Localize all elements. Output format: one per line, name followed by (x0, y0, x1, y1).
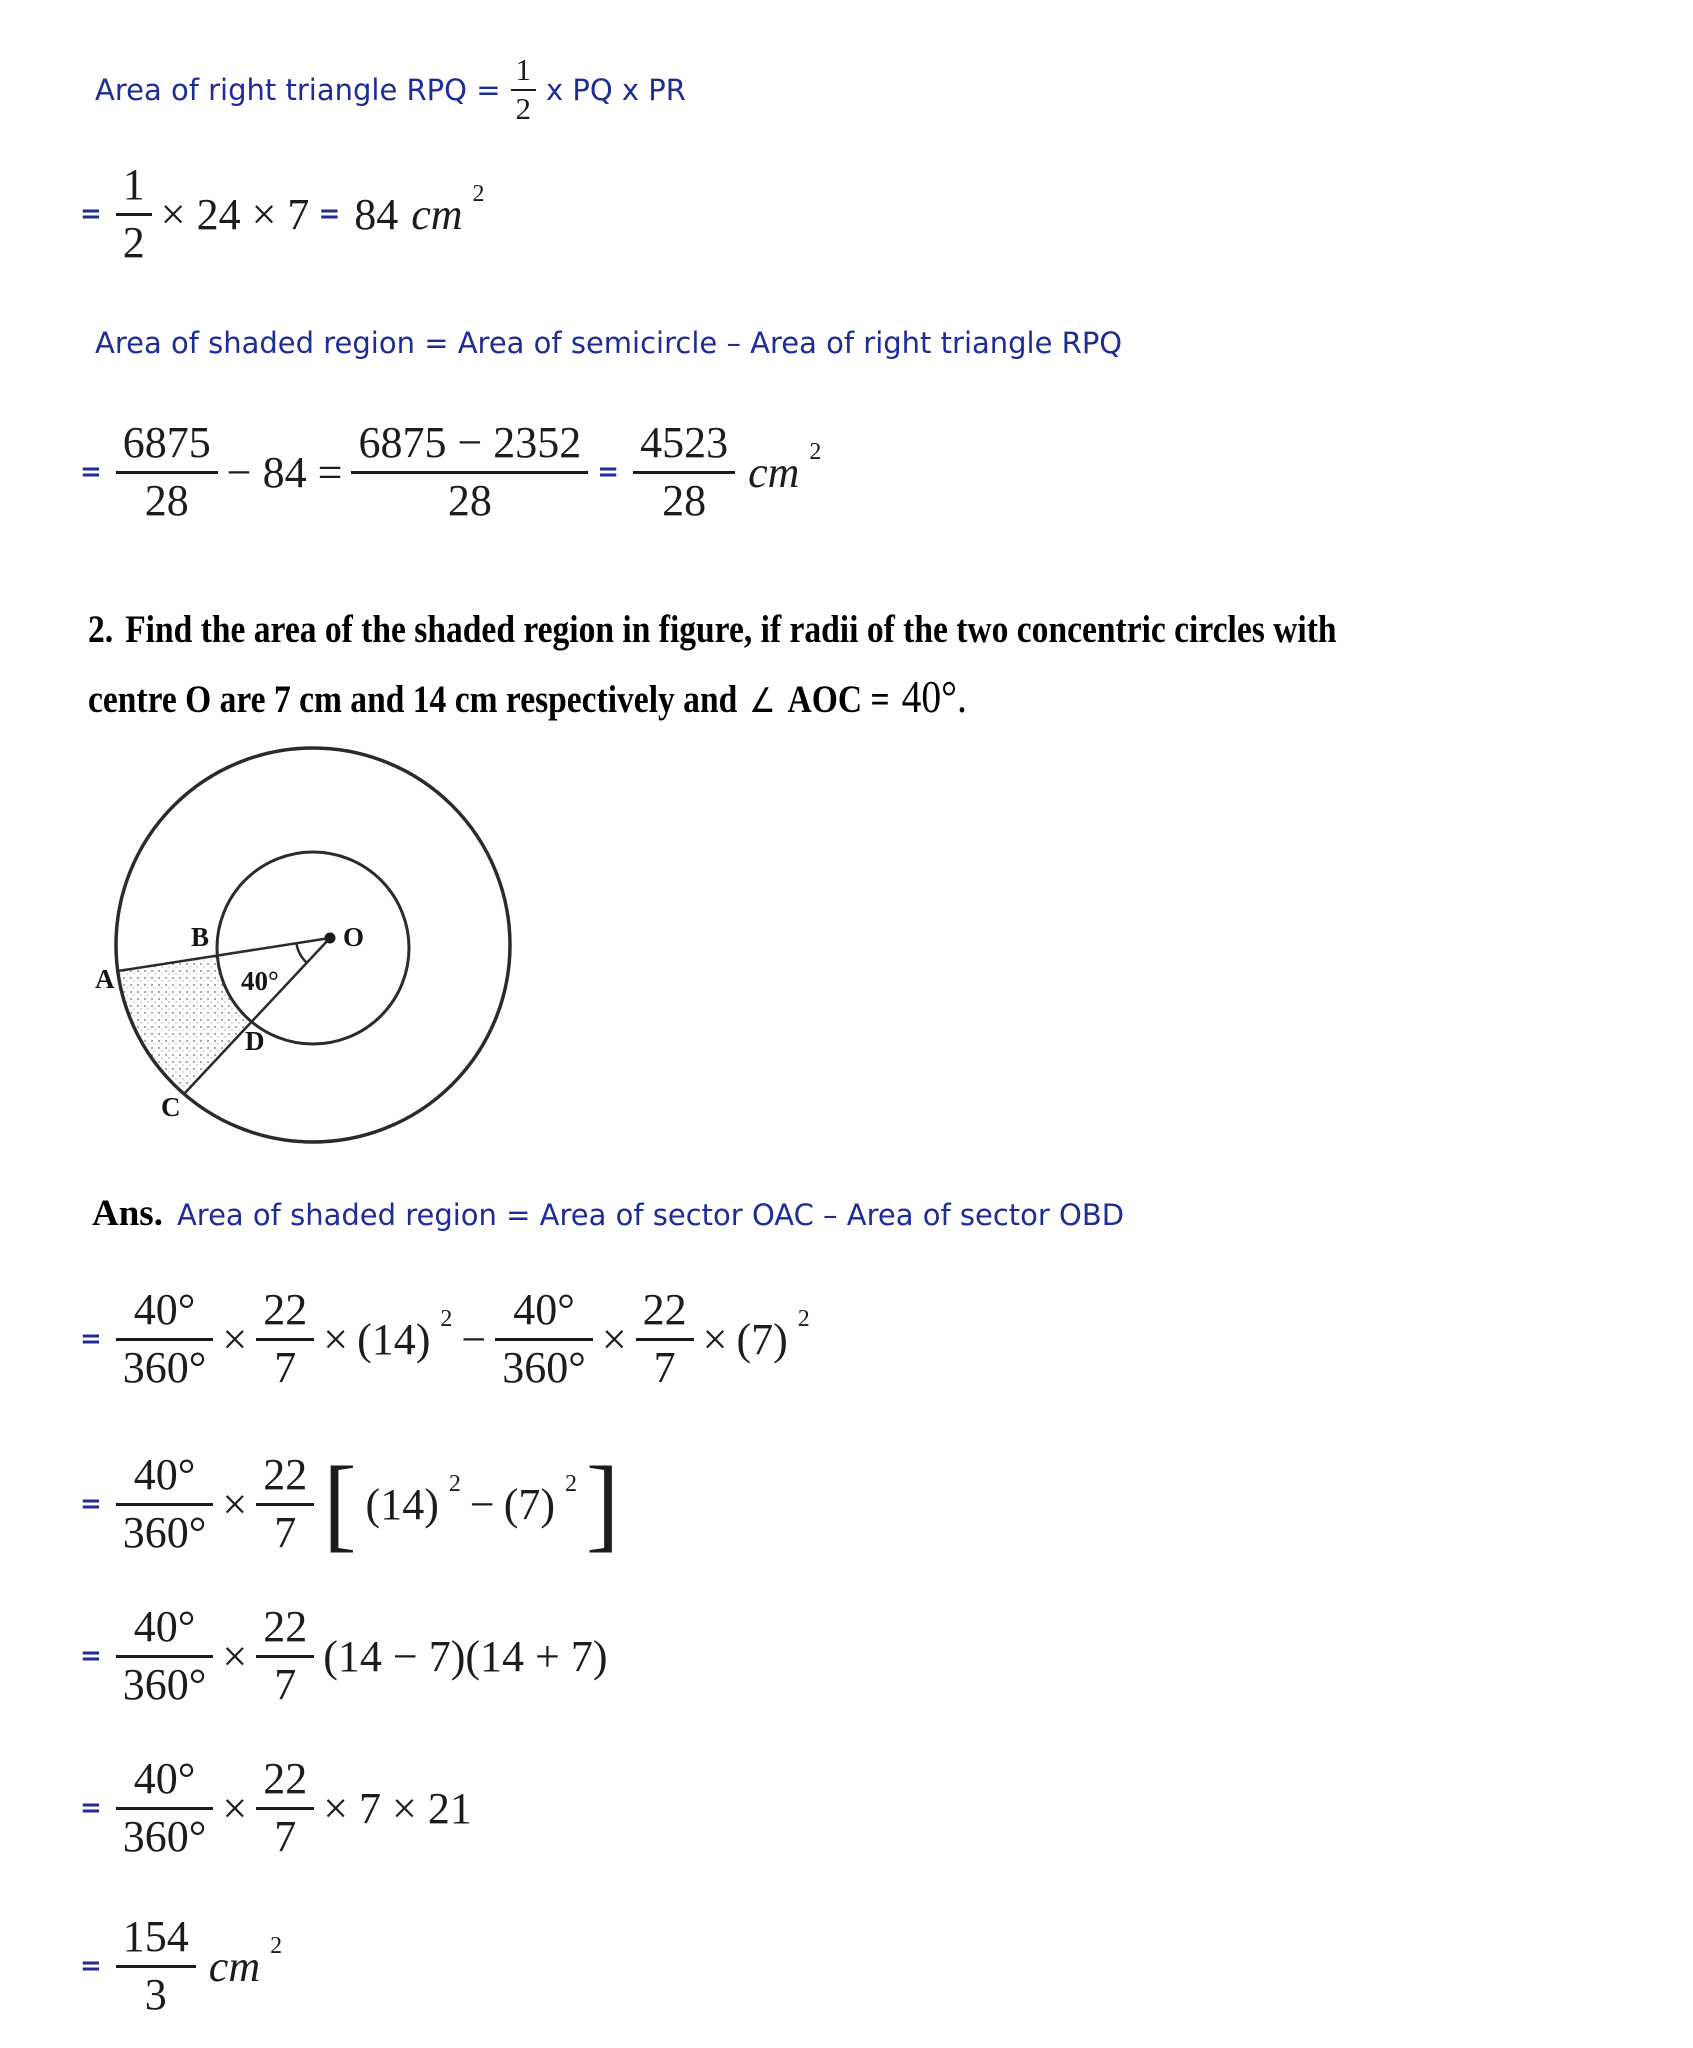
left-bracket: [ (323, 1445, 357, 1562)
fraction-40-360 (495, 1287, 593, 1391)
times-sign: × (222, 1783, 248, 1833)
fraction-denominator: 360° (122, 1659, 207, 1709)
exponent: 2 (797, 1305, 810, 1332)
fraction-numerator: 40° (116, 1452, 214, 1506)
angle-value: 40°. (901, 671, 967, 722)
radius-oa (118, 938, 330, 971)
figure-label-o: O (343, 922, 365, 952)
fraction-22-7 (256, 1604, 314, 1708)
equals-sign: = (80, 1489, 102, 1520)
fraction-denominator: 7 (274, 1342, 297, 1392)
solution-line-right-triangle (95, 54, 686, 125)
fraction-denominator: 28 (447, 475, 492, 525)
math-operand: − 84 = (226, 447, 343, 497)
equation-simplified-product (80, 1756, 472, 1860)
equation-sector-difference (80, 1287, 810, 1391)
unit-label: cm (411, 189, 463, 239)
fraction-numerator: 6875 − 2352 (351, 420, 588, 474)
figure-label-d: D (245, 1026, 265, 1056)
equation-difference-of-squares (80, 1604, 607, 1708)
parenthesized-value: (14) (365, 1479, 439, 1529)
unit-label: cm (208, 1941, 261, 1991)
fraction-40-360 (116, 1287, 214, 1391)
equals-sign: = (80, 1793, 102, 1824)
fraction-numerator: 22 (256, 1756, 314, 1810)
exponent: 2 (448, 1470, 461, 1497)
exponent: 2 (270, 1932, 283, 1959)
equation-final-result (80, 1914, 282, 2018)
answer-prefix: Ans. (92, 1193, 163, 1234)
answer-statement: Area of shaded region = Area of sector OAC – Area of sector OBD (176, 1198, 1125, 1232)
fraction-154-3 (116, 1914, 196, 2018)
math-operand: × 24 × 7 (160, 189, 310, 239)
fraction-numerator: 40° (495, 1287, 593, 1341)
inner-circle (217, 852, 409, 1044)
fraction-numerator: 1 (511, 54, 537, 91)
fraction-half (116, 162, 152, 266)
angle-arc (296, 943, 306, 963)
fraction-denominator: 28 (144, 475, 189, 525)
equals-sign: = (597, 457, 620, 488)
fraction-numerator: 6875 (116, 420, 218, 474)
fraction-22-7 (256, 1452, 314, 1556)
right-bracket: ] (586, 1445, 620, 1562)
equals-sign: = (80, 457, 102, 488)
figure-angle-label: 40° (241, 966, 279, 996)
figure-label-b: B (191, 922, 210, 952)
question-number: 2. (88, 608, 114, 651)
times-sign: × (702, 1314, 728, 1364)
minus-sign: − (469, 1479, 495, 1529)
fraction-denominator: 3 (144, 1969, 167, 2019)
question-text: centre O are 7 cm and 14 cm respectively and (88, 678, 738, 721)
fraction-denominator: 28 (662, 475, 707, 525)
times-sign: × (601, 1314, 627, 1364)
fraction-denominator: 7 (274, 1659, 297, 1709)
times-sign: × (222, 1479, 248, 1529)
fraction-numerator: 154 (116, 1914, 196, 1968)
heading-text: Area of right triangle RPQ = (95, 72, 501, 107)
fraction-22-7 (256, 1756, 314, 1860)
fraction-4523-28 (633, 420, 735, 524)
fraction-numerator: 22 (636, 1287, 694, 1341)
fraction-denominator: 7 (274, 1507, 297, 1557)
fraction-half (511, 54, 537, 125)
fraction-22-7 (256, 1287, 314, 1391)
times-sign: × (323, 1314, 349, 1364)
minus-sign: − (461, 1314, 487, 1364)
fraction-denominator: 360° (122, 1811, 207, 1861)
fraction-6875-28 (116, 420, 218, 524)
math-operand: × 7 × 21 (323, 1783, 472, 1833)
equation-triangle-area (80, 162, 485, 266)
fraction-22-7 (636, 1287, 694, 1391)
times-sign: × (222, 1314, 248, 1364)
exponent: 2 (809, 438, 822, 465)
fraction-denominator: 2 (515, 90, 531, 126)
parenthesized-value: (7) (736, 1314, 788, 1364)
center-dot (325, 933, 336, 944)
angle-icon: ∠ (749, 681, 776, 721)
shaded-region (118, 956, 252, 1095)
math-operand: (14 − 7)(14 + 7) (323, 1631, 608, 1681)
fraction-numerator: 40° (116, 1604, 214, 1658)
solution-line-shaded-region: Area of shaded region = Area of semicircle – Area of right triangle RPQ (95, 326, 1123, 360)
heading-text-tail: x PQ x PR (546, 72, 686, 107)
math-result: 84 (354, 189, 399, 239)
fraction-numerator: 40° (116, 1756, 214, 1810)
equals-sign: = (80, 1324, 102, 1355)
fraction-denominator: 360° (122, 1342, 207, 1392)
fraction-40-360 (116, 1756, 214, 1860)
figure-label-a: A (95, 964, 115, 994)
figure-label-c: C (161, 1092, 181, 1122)
exponent: 2 (565, 1470, 577, 1497)
equals-sign: = (80, 1951, 102, 1982)
question-line-2 (88, 670, 967, 723)
parenthesized-value: (7) (503, 1479, 555, 1529)
fraction-numerator: 22 (256, 1604, 314, 1658)
fraction-numerator: 22 (256, 1452, 314, 1506)
times-sign: × (222, 1631, 248, 1681)
fraction-denominator: 2 (122, 217, 145, 267)
equals-sign: = (80, 199, 102, 230)
answer-line (92, 1192, 1124, 1235)
concentric-circles-figure (73, 738, 518, 1150)
equation-semicircle-difference (80, 420, 821, 524)
fraction-denominator: 360° (502, 1342, 586, 1392)
fraction-numerator: 22 (256, 1287, 314, 1341)
question-line-1 (88, 607, 1337, 652)
fraction-40-360 (116, 1604, 214, 1708)
equation-factored-brackets (80, 1445, 620, 1562)
exponent: 2 (472, 180, 485, 207)
equals-sign: = (318, 199, 341, 230)
exponent: 2 (440, 1305, 453, 1332)
fraction-denominator: 360° (122, 1507, 207, 1557)
fraction-40-360 (116, 1452, 214, 1556)
fraction-denominator: 7 (274, 1811, 297, 1861)
unit-label: cm (748, 447, 800, 497)
parenthesized-value: (14) (357, 1314, 431, 1364)
question-text: Find the area of the shaded region in figure, if radii of the two concentric circles with (125, 608, 1337, 651)
fraction-denominator: 7 (653, 1342, 676, 1392)
fraction-difference-28 (351, 420, 588, 524)
figure-container (73, 738, 518, 1150)
fraction-numerator: 40° (116, 1287, 214, 1341)
equals-sign: = (80, 1641, 102, 1672)
angle-name: AOC = (787, 678, 890, 721)
fraction-numerator: 4523 (633, 420, 735, 474)
fraction-numerator: 1 (116, 162, 152, 216)
